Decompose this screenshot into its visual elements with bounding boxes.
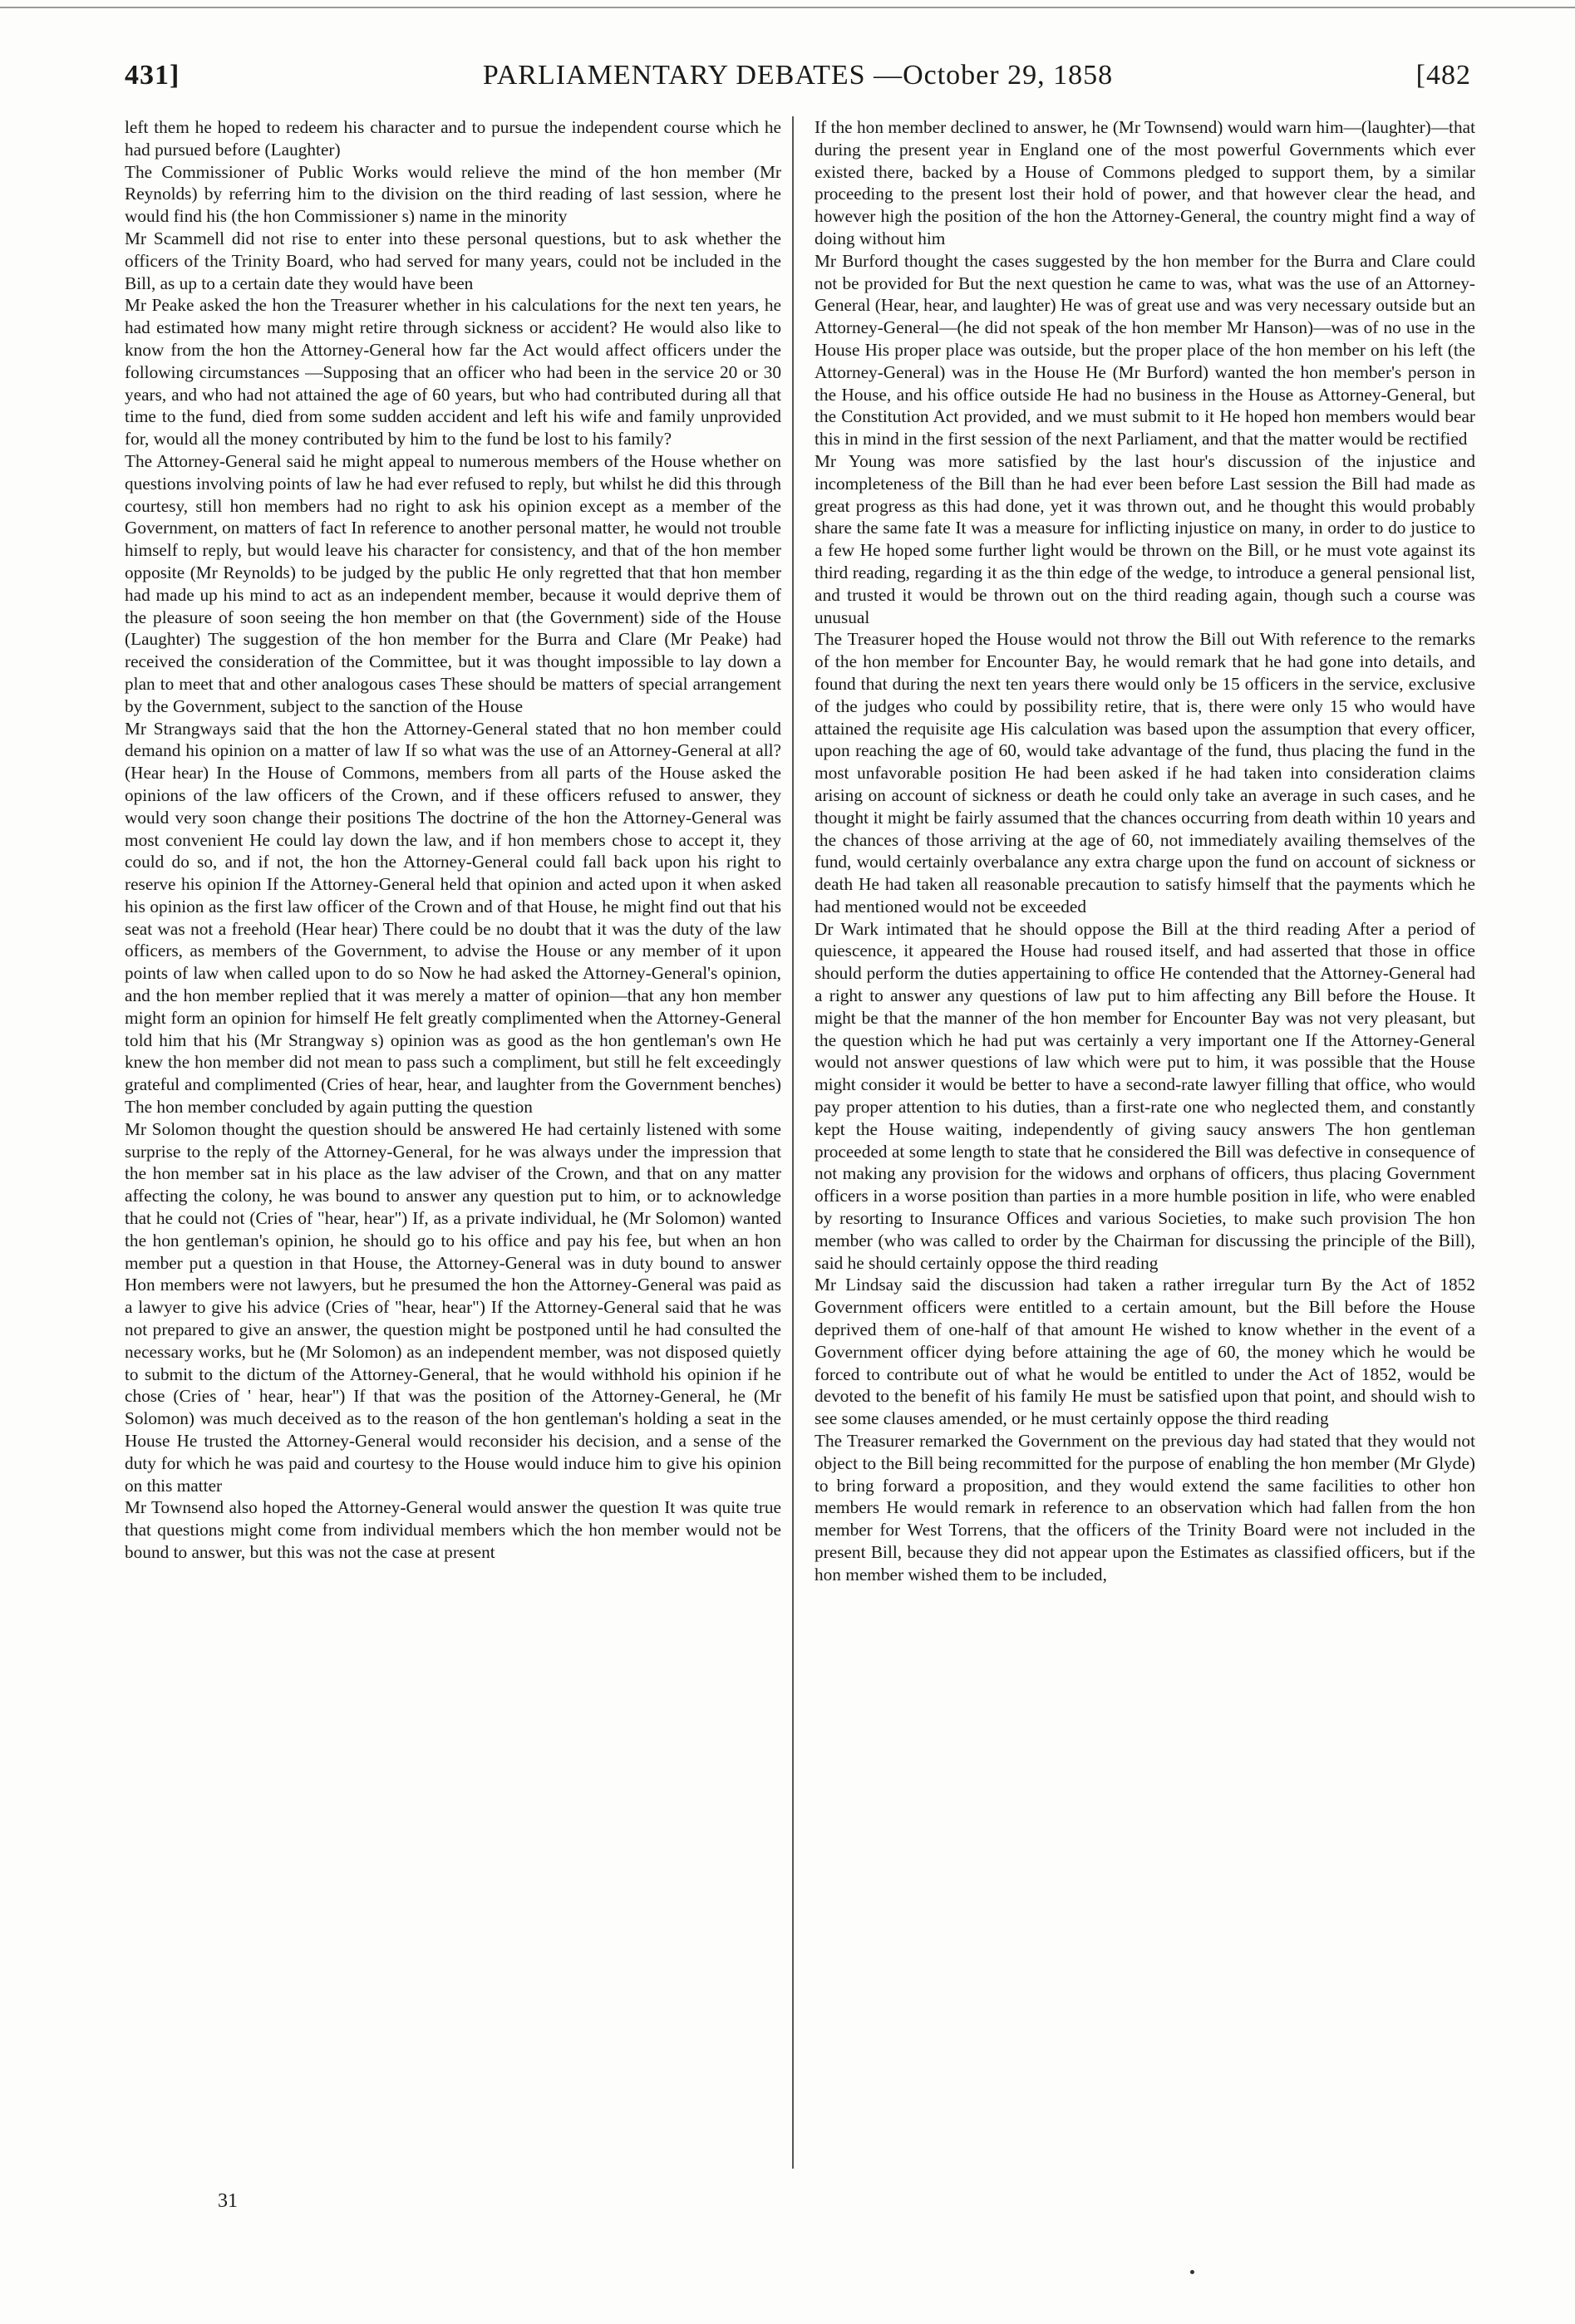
signature-mark: 31 <box>218 2190 238 2212</box>
paragraph: Mr Peake asked the hon the Treasurer whether in his calculations for the next ten years, he had estimated how many might retire through sickness or accident? He would also like to know from the hon the Attorney-General how far the Act would affect officers under the following circumstances —Supposing that an officer who had been in the service 20 or 30 years, and who had not attained the age of 60 years, but who had contributed during all that time to the fund, died from some sudden accident and left his wife and family unprovided for, would all the money contributed by him to the fund be lost to his family? <box>125 295 781 450</box>
paragraph: The Commissioner of Public Works would relieve the mind of the hon member (Mr Reynolds) by referring him to the division on the third reading of last session, where he would find his (the hon Commissioner s) name in the minority <box>125 161 781 227</box>
column-divider <box>792 116 794 2169</box>
paragraph: Mr Townsend also hoped the Attorney-General would answer the question It was quite true that questions might come from individual members which the hon member would not be bound to answer, but this was not the case at present <box>125 1497 781 1562</box>
page-number-right: [482 <box>1415 60 1471 91</box>
paragraph: Mr Lindsay said the discussion had taken a rather irregular turn By the Act of 1852 Government officers were entitled to a certain amount, but the Bill before the House deprived them of one-half of that amount He wished to know whether in the event of a Government officer dying before attaining the age of 60, the money which he would be forced to contribute out of what he would be entitled to under the Act of 1852, would be devoted to the benefit of his family He must be satisfied upon that point, and should wish to see some clauses amended, or he must certainly oppose the third reading <box>815 1275 1475 1429</box>
paragraph: Mr Burford thought the cases suggested by the hon member for the Burra and Clare could not be provided for But the next question he came to was, what was the use of an Attorney-General (Hear, hear, and laughter) He was of great use and was very necessary outside but an Attorney-General—(he did not speak of the hon member Mr Hanson)—was of no use in the House His proper place was outside, but the proper place of the hon member on his left (the Attorney-General) was in the House He (Mr Burford) wanted the hon member's person in the House, and his office outside He had no business in the House as Attorney-General, but the Constitution Act provided, and we must submit to it He hoped hon members would bear this in mind in the first session of the next Parliament, and that the matter would be rectified <box>815 250 1475 450</box>
page-number-left: 431] <box>125 60 180 91</box>
right-column <box>815 116 1475 2243</box>
paragraph: Mr Scammell did not rise to enter into these personal questions, but to ask whether the officers of the Trinity Board, who had served for many years, could not be included in the Bill, as up to a certain date they would have been <box>125 228 781 293</box>
paragraph: The Treasurer remarked the Government on the previous day had stated that they would not object to the Bill being recommitted for the purpose of enabling the hon member (Mr Glyde) to bring forward a proposition, and they would extend the same facilities to other hon members He would remark in reference to an observation which had fallen from the hon member for West Torrens, that the officers of the Trinity Board were not included in the present Bill, because they did not appear upon the Estimates as classified officers, but if the hon member wished them to be included, <box>815 1431 1475 1585</box>
running-title: PARLIAMENTARY DEBATES —October 29, 1858 <box>482 60 1114 91</box>
paragraph: Mr Strangways said that the hon the Attorney-General stated that no hon member could demand his opinion on a matter of law If so what was the use of an Attorney-General at all? (Hear hear) In the House of Commons, members from all parts of the House asked the opinions of the law officers of the Crown, and if these officers refused to answer, they would very soon change their positions The doctrine of the hon the Attorney-General was most convenient He could lay down the law, and if hon members chose to accept it, they could do so, and if not, the hon the Attorney-General could fall back upon his right to reserve his opinion If the Attorney-General held that opinion and acted upon it when asked his opinion as the first law officer of the Crown and of that House, he might find out that his seat was not a freehold (Hear hear) There could be no doubt that it was the duty of the law officers, as members of the Government, to advise the House or any member of it upon points of law when called upon to do so Now he had asked the Attorney-General's opinion, and the hon member replied that it was merely a matter of opinion—that any hon member might form an opinion for himself He felt greatly complimented when the Attorney-General told him that his (Mr Strangway s) opinion was as good as the hon gentleman's own He knew the hon member did not mean to pass such a compliment, but still he felt exceedingly grateful and complimented (Cries of hear, hear, and laughter from the Government benches) The hon member concluded by again putting the question <box>125 718 781 1118</box>
paragraph: Dr Wark intimated that he should oppose the Bill at the third reading After a period of quiescence, it appeared the House had roused itself, and had asserted that those in office should perform the duties appertaining to office He contended that the Attorney-General had a right to answer any questions of law put to him affecting any Bill before the House. It might be that the manner of the hon member for Encounter Bay was not very pleasant, but the question which he had put was certainly a very important one If the Attorney-General would not answer questions of law which were put to him, it was possible that the House might consider it would be better to have a second-rate lawyer filling that office, who would pay proper attention to his duties, than a first-rate one who neglected them, and constantly kept the House waiting, independently of giving saucy answers The hon gentleman proceeded at some length to state that he considered the Bill was defective in consequence of not making any provision for the widows and orphans of officers, thus placing Government officers in a worse position than parties in a more humble position in life, who were enabled by resorting to Insurance Offices and various Societies, to make such provision The hon member (who was called to order by the Chairman for discussing the principle of the Bill), said he should certainly oppose the third reading <box>815 918 1475 1273</box>
ink-dot <box>1190 2270 1194 2274</box>
paragraph: left them he hoped to redeem his character and to pursue the independent course which he had pursued before (Laughter) <box>125 117 781 160</box>
paragraph: The Treasurer hoped the House would not throw the Bill out With reference to the remarks of the hon member for Encounter Bay, he would remark that he had gone into details, and found that during the next ten years there would only be 15 officers in the service, exclusive of the judges who could by possibility retire, that is, there were only 15 who would have attained the requisite age His calculation was based upon the assumption that every officer, upon reaching the age of 60, would take advantage of the fund, thus placing the fund in the most unfavorable position He had been asked if he had taken into consideration claims arising on account of sickness or death he could only take an average in such cases, and he thought it might be fairly assumed that the chances occurring from death within 10 years and the chances of those arriving at the age of 60, not immediately availing themselves of the fund, would certainly overbalance any extra charge upon the fund on account of sickness or death He had taken all reasonable precaution to satisfy himself that the payments which he had mentioned would not be exceeded <box>815 629 1475 916</box>
paragraph: The Attorney-General said he might appeal to numerous members of the House whether on questions involving points of law he had ever refused to reply, but whilst he did this through courtesy, still hon members had no right to ask his opinion except as a member of the Government, on matters of fact In reference to another personal matter, he would not trouble himself to reply, but would leave his character for consistency, and that of the hon member opposite (Mr Reynolds) to be judged by the public He only regretted that that hon member had made up his mind to act as an independent member, because it would deprive them of the pleasure of soon seeing the hon member on that (the Government) side of the House (Laughter) The suggestion of the hon member for the Burra and Clare (Mr Peake) had received the consideration of the Committee, but it was thought impossible to lay down a plan to meet that and other analogous cases These should be matters of special arrangement by the Government, subject to the sanction of the House <box>125 450 781 716</box>
paragraph: Mr Young was more satisfied by the last hour's discussion of the injustice and incompleteness of the Bill than he had ever been before Last session the Bill had made as great progress as this had done, yet it was thrown out, and he thought this would probably share the same fate It was a measure for inflicting injustice on many, in order to do justice to a few He hoped some further light would be thrown on the Bill, or he must vote against its third reading, regarding it as the thin edge of the wedge, to introduce a general pensional list, and trusted it would be thrown out on the third reading again, though such a course was unusual <box>815 450 1475 627</box>
left-column <box>125 116 781 2243</box>
page-header <box>125 60 1471 93</box>
paragraph: Mr Solomon thought the question should be answered He had certainly listened with some surprise to the reply of the Attorney-General, for he was always under the impression that the hon member sat in his place as the law adviser of the Crown, and that on any matter affecting the colony, he was bound to answer any question put to him, or to acknowledge that he could not (Cries of "hear, hear") If, as a private individual, he (Mr Solomon) wanted the hon gentleman's opinion, he should go to his office and pay his fee, but when an hon member put a question in that House, the Attorney-General was in duty bound to answer Hon members were not lawyers, but he presumed the hon the Attorney-General was paid as a lawyer to give his advice (Cries of "hear, hear") If the Attorney-General said that he was not prepared to give an answer, the question might be postponed until he had consulted the necessary works, but he (Mr Solomon) as an independent member, was not disposed quietly to submit to the dictum of the Attorney-General, that he would withhold his opinion if he chose (Cries of ' hear, hear") If that was the position of the Attorney-General, he (Mr Solomon) was much deceived as to the reason of the hon gentleman's holding a seat in the House He trusted the Attorney-General would reconsider his decision, and a sense of the duty for which he was paid and courtesy to the House would induce him to give his opinion on this matter <box>125 1118 781 1496</box>
paragraph: If the hon member declined to answer, he (Mr Townsend) would warn him—(laughter)—that during the present year in England one of the most powerful Governments which ever existed there, backed by a House of Commons pledged to support them, by a similar proceeding to the present lost their hold of power, and that however clear the head, and however high the position of the hon the Attorney-General, the country might find a way of doing without him <box>815 117 1475 248</box>
scan-edge-line <box>0 7 1575 8</box>
